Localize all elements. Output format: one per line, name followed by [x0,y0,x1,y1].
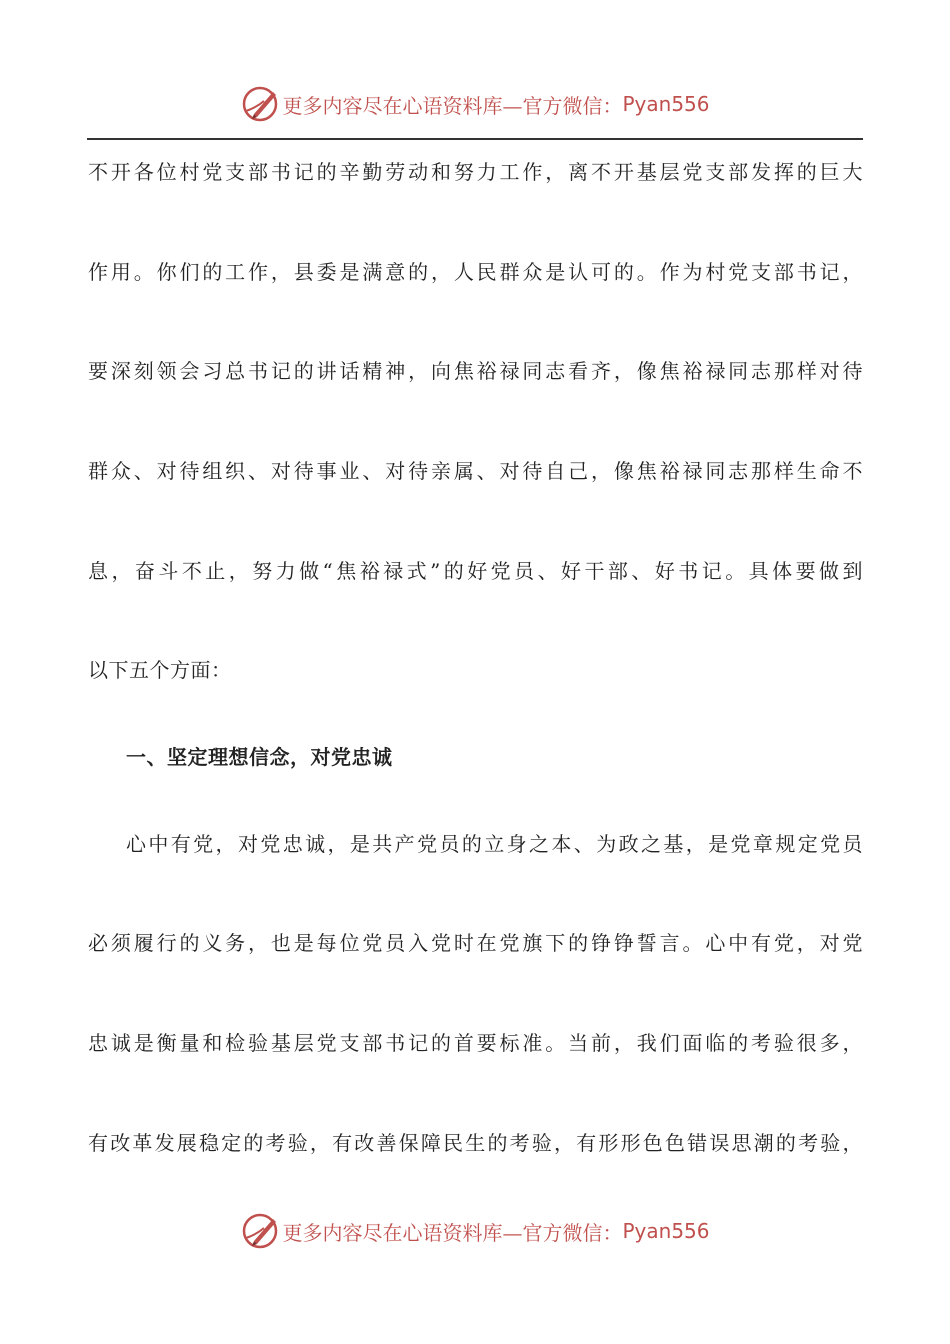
header-divider [87,138,863,140]
header-banner-wechat-id: Pyan556 [622,92,710,116]
paragraph-2-line-1: 心中有党，对党忠诚，是共产党员的立身之本、为政之基，是党章规定党员 [126,832,863,856]
footer-banner-text: 更多内容尽在心语资料库—官方微信： [282,1220,623,1245]
paragraph-1-line-2: 作用。你们的工作，县委是满意的，人民群众是认可的。作为村党支部书记， [88,260,863,284]
footer-banner [0,1209,950,1253]
paragraph-1-line-5: 息，奋斗不止，努力做“焦裕禄式”的好党员、好干部、好书记。具体要做到 [88,559,863,583]
paragraph-2-line-2: 必须履行的义务，也是每位党员入党时在党旗下的铮铮誓言。心中有党，对党 [88,931,863,955]
pen-logo-icon [240,84,280,124]
paragraph-1-line-4: 群众、对待组织、对待事业、对待亲属、对待自己，像焦裕禄同志那样生命不 [88,459,863,483]
paragraph-1-line-6: 以下五个方面： [88,658,232,682]
header-banner [0,82,950,126]
paragraph-1-line-3: 要深刻领会习总书记的讲话精神，向焦裕禄同志看齐，像焦裕禄同志那样对待 [88,359,863,383]
paragraph-2-line-4: 有改革发展稳定的考验，有改善保障民生的考验，有形形色色错误思潮的考验， [88,1131,863,1155]
footer-banner-wechat-id: Pyan556 [622,1219,710,1243]
paragraph-2-line-3: 忠诚是衡量和检验基层党支部书记的首要标准。当前，我们面临的考验很多， [88,1031,863,1055]
pen-logo-icon [240,1211,280,1251]
header-banner-text: 更多内容尽在心语资料库—官方微信： [282,93,623,118]
section-heading-1: 一、坚定理想信念，对党忠诚 [126,745,393,769]
paragraph-1-line-1: 不开各位村党支部书记的辛勤劳动和努力工作，离不开基层党支部发挥的巨大 [88,160,863,184]
